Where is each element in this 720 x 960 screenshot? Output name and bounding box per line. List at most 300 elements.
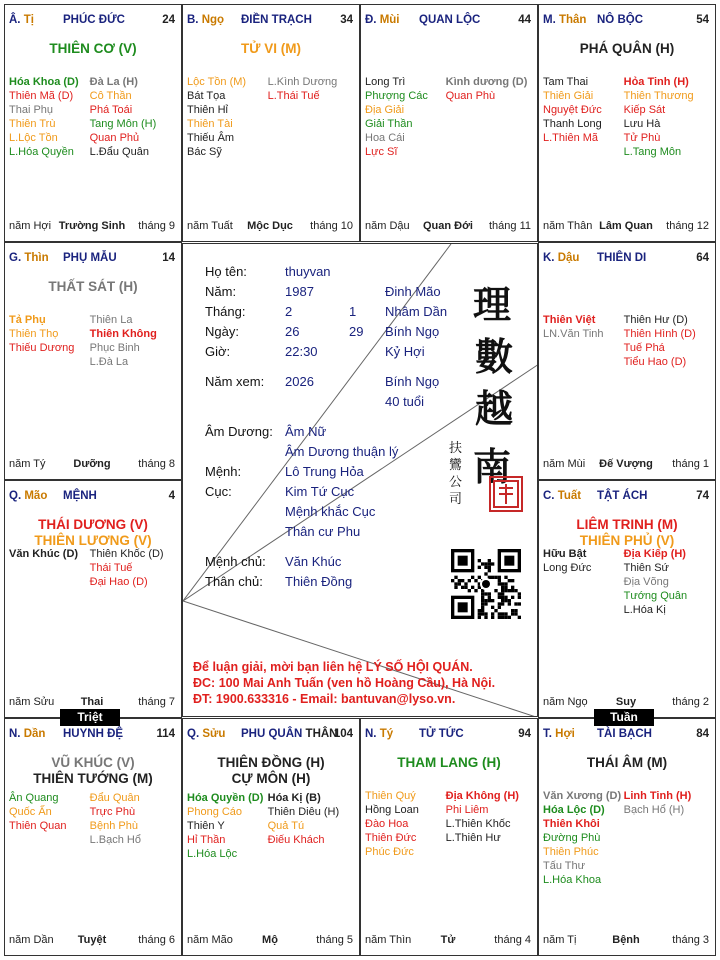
palace-house-name: MỆNH bbox=[63, 490, 97, 502]
luu-nien: năm Dậu bbox=[365, 220, 410, 232]
palace-dan bbox=[4, 718, 182, 956]
minor-star: Quốc Ấn bbox=[9, 806, 52, 818]
palace-than bbox=[538, 4, 716, 242]
palace-can: Â. bbox=[9, 14, 21, 26]
right-stars bbox=[446, 789, 530, 845]
palace-age: 14 bbox=[162, 252, 175, 264]
main-star: THIÊN ĐỒNG (H) bbox=[217, 755, 325, 770]
palace-house-name: HUYNH ĐỆ bbox=[63, 728, 124, 740]
minor-star: Địa Kiếp (H) bbox=[623, 548, 686, 560]
main-star: THẤT SÁT (H) bbox=[48, 279, 138, 294]
left-stars bbox=[365, 789, 449, 859]
minor-star: Ân Quang bbox=[9, 792, 59, 804]
palace-mao bbox=[4, 480, 182, 718]
truong-sinh: Suy bbox=[615, 696, 637, 708]
palace-footer bbox=[543, 220, 709, 233]
palace-house-name: TÀI BẠCH bbox=[597, 728, 652, 740]
minor-star: L.Đà La bbox=[89, 356, 129, 368]
palace-can: Đ. bbox=[365, 14, 377, 26]
luu-nien: năm Tuất bbox=[187, 220, 233, 232]
palace-house bbox=[241, 728, 338, 740]
contact-line-1: Để luận giải, mời bạn liên hệ LÝ SỐ HỘI QUÁN. bbox=[193, 660, 473, 674]
left-stars bbox=[9, 791, 93, 833]
minor-star: Đà La (H) bbox=[89, 76, 138, 88]
main-star: THIÊN CƠ (V) bbox=[49, 41, 137, 56]
palace-branch: Ngọ bbox=[201, 14, 225, 26]
minor-star: Hữu Bật bbox=[543, 548, 587, 560]
minor-star: Thanh Long bbox=[543, 118, 602, 130]
minor-star: Tang Môn (H) bbox=[89, 118, 157, 130]
minor-star: Lộc Tồn (M) bbox=[187, 76, 247, 88]
contact-line-2: ĐC: 100 Mai Anh Tuấn (ven hồ Hoàng Cầu), Hà Nội. bbox=[193, 676, 496, 690]
main-star: THÁI ÂM (M) bbox=[586, 755, 668, 770]
right-stars bbox=[624, 313, 708, 369]
minor-star: Đường Phù bbox=[543, 832, 601, 844]
left-stars bbox=[543, 789, 627, 887]
palace-branch: Thìn bbox=[24, 252, 49, 264]
palace-can: M. bbox=[543, 14, 556, 26]
minor-star: Thai Phụ bbox=[9, 104, 54, 116]
minor-star: Phi Liêm bbox=[445, 804, 489, 816]
right-stars bbox=[90, 313, 174, 369]
palace-ngo bbox=[182, 4, 360, 242]
palace-branch: Thân bbox=[558, 14, 587, 26]
luu-nien: năm Hợi bbox=[9, 220, 52, 232]
palace-branch: Tuất bbox=[557, 490, 582, 502]
nam-xem-value: 2026 bbox=[285, 374, 314, 389]
palace-can: T. bbox=[543, 728, 552, 740]
minor-star: Long Đức bbox=[543, 562, 592, 574]
minor-star: Thiên Đức bbox=[365, 832, 417, 844]
left-stars bbox=[543, 313, 627, 341]
palace-house-name: QUAN LỘC bbox=[419, 14, 481, 26]
minor-star: L.Thiên Khốc bbox=[445, 818, 511, 830]
palace-age: 64 bbox=[696, 252, 709, 264]
minor-star: L.Hóa Lộc bbox=[187, 848, 238, 860]
luu-nien: năm Ngọ bbox=[543, 696, 588, 708]
truong-sinh: Mộc Dục bbox=[247, 220, 293, 232]
calligraphy-char-2: 數 bbox=[475, 334, 514, 379]
minor-star: L.Thái Tuế bbox=[267, 90, 320, 102]
minor-star: Bác Sỹ bbox=[187, 146, 222, 158]
minor-star: Thiên Khôi bbox=[543, 818, 600, 830]
palace-house-name: PHU QUÂN bbox=[241, 728, 303, 740]
minor-star: Địa Võng bbox=[623, 576, 669, 588]
palace-mui bbox=[360, 4, 538, 242]
palace-house-name: PHỤ MẪU bbox=[63, 252, 117, 264]
thang-label: Tháng: bbox=[205, 304, 246, 319]
minor-star: Đẩu Quân bbox=[89, 792, 140, 804]
palace-header bbox=[543, 490, 709, 504]
nam-xem-can-chi: Bính Ngọ bbox=[385, 374, 440, 389]
thang-am: 1 bbox=[349, 304, 357, 319]
palace-footer bbox=[365, 220, 531, 233]
palace-age: 24 bbox=[162, 14, 175, 26]
luu-nien: năm Thân bbox=[543, 220, 593, 232]
palace-house-name: THIÊN DI bbox=[597, 252, 647, 264]
main-star: THIÊN TƯỚNG (M) bbox=[33, 771, 153, 786]
minor-star: Phong Cáo bbox=[187, 806, 243, 818]
right-stars bbox=[90, 791, 174, 847]
menh-chu-label: Mệnh chủ: bbox=[205, 554, 266, 569]
palace-house bbox=[241, 14, 312, 26]
palace-header bbox=[543, 252, 709, 266]
right-stars bbox=[624, 547, 708, 617]
palace-branch: Tý bbox=[379, 728, 394, 740]
main-star: THAM LANG (H) bbox=[397, 755, 501, 770]
minor-star: Kiếp Sát bbox=[623, 104, 666, 116]
minor-star: Thiên Thương bbox=[623, 90, 694, 102]
palace-footer bbox=[187, 934, 353, 947]
luu-nguyet: tháng 11 bbox=[488, 220, 531, 232]
palace-footer bbox=[9, 696, 175, 709]
palace-house-name: NÔ BỘC bbox=[597, 14, 643, 26]
left-stars bbox=[187, 791, 271, 861]
minor-star: Địa Không (H) bbox=[445, 790, 519, 802]
palace-header bbox=[9, 490, 175, 504]
minor-star: Tuế Phá bbox=[623, 342, 665, 354]
truong-sinh: Thai bbox=[80, 696, 104, 708]
palace-ty bbox=[360, 718, 538, 956]
minor-star: Linh Tinh (H) bbox=[623, 790, 692, 802]
palace-age: 104 bbox=[333, 728, 353, 740]
truong-sinh: Tuyệt bbox=[77, 934, 107, 946]
minor-star: Giải Thần bbox=[365, 118, 413, 130]
truong-sinh: Đế Vượng bbox=[599, 458, 653, 470]
palace-can: G. bbox=[9, 252, 22, 264]
minor-star: Quả Tú bbox=[267, 820, 305, 832]
minor-star: Thiên La bbox=[89, 314, 133, 326]
palace-suu bbox=[182, 718, 360, 956]
luu-nguyet: tháng 2 bbox=[672, 696, 709, 708]
minor-star: Nguyệt Đức bbox=[543, 104, 602, 116]
nam-label: Năm: bbox=[205, 284, 237, 299]
palace-header bbox=[9, 14, 175, 28]
luu-nguyet: tháng 4 bbox=[494, 934, 531, 946]
palace-house bbox=[63, 252, 117, 264]
minor-star: L.Lộc Tồn bbox=[9, 132, 58, 144]
luu-nguyet: tháng 1 bbox=[672, 458, 709, 470]
minor-star: Quan Phù bbox=[445, 90, 496, 102]
palace-header bbox=[9, 728, 175, 742]
palace-age: 4 bbox=[168, 490, 175, 502]
palace-house bbox=[419, 728, 464, 740]
palace-can: N. bbox=[9, 728, 21, 740]
left-stars bbox=[365, 75, 449, 159]
palace-header bbox=[187, 728, 353, 742]
palace-footer bbox=[9, 458, 175, 471]
minor-star: Tam Thai bbox=[543, 76, 589, 88]
minor-star: Tướng Quân bbox=[623, 590, 688, 602]
minor-star: Thiên Sứ bbox=[623, 562, 669, 574]
minor-star: Văn Xương (D) bbox=[543, 790, 622, 802]
palace-tuat bbox=[538, 480, 716, 718]
gio-value: 22:30 bbox=[285, 344, 318, 359]
right-stars bbox=[624, 789, 708, 817]
left-stars bbox=[9, 313, 93, 355]
minor-star: Trực Phù bbox=[89, 806, 136, 818]
luu-nien: năm Tị bbox=[543, 934, 577, 946]
luu-nguyet: tháng 6 bbox=[138, 934, 175, 946]
truong-sinh: Mộ bbox=[262, 934, 278, 946]
palace-house bbox=[63, 14, 125, 26]
luu-nguyet: tháng 8 bbox=[138, 458, 175, 470]
minor-star: L.Bạch Hổ bbox=[89, 834, 141, 846]
info-block bbox=[205, 264, 465, 604]
minor-star: Thiên Giải bbox=[543, 90, 594, 102]
palace-header bbox=[543, 14, 709, 28]
minor-star: Thiên Y bbox=[187, 820, 225, 832]
luu-nguyet: tháng 5 bbox=[316, 934, 353, 946]
cuc-label: Cục: bbox=[205, 484, 232, 499]
menh-label: Mệnh: bbox=[205, 464, 242, 479]
luu-nien: năm Sửu bbox=[9, 696, 55, 708]
minor-star: Hóa Lộc (D) bbox=[543, 804, 605, 816]
minor-star: Thiên Quý bbox=[365, 790, 416, 802]
am-duong-value: Âm Nữ bbox=[285, 424, 327, 439]
minor-star: Tử Phù bbox=[623, 132, 661, 144]
minor-star: Lưu Hà bbox=[623, 118, 661, 130]
palace-house-name: TẬT ÁCH bbox=[597, 490, 648, 502]
minor-star: L.Thiên Mã bbox=[543, 132, 599, 144]
main-star: CỰ MÔN (H) bbox=[231, 771, 311, 786]
minor-star: L.Kình Dương bbox=[267, 76, 338, 88]
right-stars bbox=[624, 75, 708, 159]
minor-star: Điếu Khách bbox=[267, 834, 325, 846]
palace-footer bbox=[543, 934, 709, 947]
main-star: THIÊN PHỦ (V) bbox=[579, 533, 675, 548]
minor-star: Thiên Trù bbox=[9, 118, 56, 130]
luu-nien: năm Mão bbox=[187, 934, 233, 946]
palace-branch: Tị bbox=[23, 14, 34, 26]
main-star: THIÊN LƯƠNG (V) bbox=[34, 533, 152, 548]
main-star: VŨ KHÚC (V) bbox=[51, 755, 135, 770]
minor-star: Phượng Các bbox=[365, 90, 428, 102]
than-cu-note: Thân cư Phu bbox=[285, 524, 361, 539]
palace-header bbox=[543, 728, 709, 742]
palace-branch: Hợi bbox=[555, 728, 575, 740]
nam-can-chi: Đinh Mão bbox=[385, 284, 441, 299]
minor-star: Thái Tuế bbox=[89, 562, 133, 574]
cuc-note: Mệnh khắc Cục bbox=[285, 504, 376, 519]
palace-header bbox=[365, 728, 531, 742]
truong-sinh: Trường Sinh bbox=[58, 220, 126, 232]
palace-age: 114 bbox=[156, 728, 175, 740]
minor-star: Thiếu Âm bbox=[187, 132, 235, 144]
minor-star: LN.Văn Tinh bbox=[543, 328, 604, 340]
calligraphy-char-4: 南 bbox=[473, 444, 512, 489]
palace-age: 94 bbox=[518, 728, 531, 740]
minor-star: Hóa Khoa (D) bbox=[9, 76, 79, 88]
palace-house bbox=[597, 252, 646, 264]
palace-can: Q. bbox=[187, 728, 200, 740]
minor-star: Hóa Kị (B) bbox=[267, 792, 321, 804]
palace-footer bbox=[9, 220, 175, 233]
minor-star: Phá Toái bbox=[89, 104, 133, 116]
main-star: THÁI DƯƠNG (V) bbox=[38, 517, 148, 532]
truong-sinh: Dưỡng bbox=[73, 458, 111, 470]
minor-star: L.Đẩu Quân bbox=[89, 146, 149, 158]
right-stars bbox=[268, 791, 352, 847]
minor-star: L.Tang Môn bbox=[623, 146, 682, 158]
tuoi-value: 40 tuổi bbox=[385, 394, 425, 409]
calligraphy-char-1: 理 bbox=[473, 282, 512, 327]
luu-nien: năm Dần bbox=[9, 934, 54, 946]
palace-age: 74 bbox=[696, 490, 709, 502]
than-cu-marker: THÂN bbox=[305, 728, 338, 740]
palace-branch: Mùi bbox=[379, 14, 400, 26]
minor-star: L.Thiên Hư bbox=[445, 832, 501, 844]
minor-star: Thiên Diêu (H) bbox=[267, 806, 340, 818]
center-info-panel bbox=[182, 243, 538, 717]
triet-marker: Triệt bbox=[60, 709, 120, 726]
palace-can: K. bbox=[543, 252, 555, 264]
luu-nguyet: tháng 9 bbox=[138, 220, 175, 232]
minor-star: Hoa Cái bbox=[365, 132, 405, 144]
ho-ten-label: Họ tên: bbox=[205, 264, 247, 279]
palace-hoi bbox=[538, 718, 716, 956]
minor-star: Phục Binh bbox=[89, 342, 140, 354]
luu-nguyet: tháng 12 bbox=[666, 220, 709, 232]
minor-star: Lực Sĩ bbox=[365, 146, 398, 158]
right-stars bbox=[90, 547, 174, 589]
contact-line-3: ĐT: 1900.633316 - Email: bantuvan@lyso.vn. bbox=[193, 692, 456, 706]
left-stars bbox=[187, 75, 271, 159]
palace-footer bbox=[543, 458, 709, 471]
am-duong-note: Âm Dương thuận lý bbox=[285, 444, 399, 459]
palace-branch: Sửu bbox=[202, 728, 226, 740]
minor-star: Thiên Mã (D) bbox=[9, 90, 74, 102]
red-seal-stamp bbox=[489, 476, 523, 512]
minor-star: Long Trì bbox=[365, 76, 406, 88]
palace-age: 54 bbox=[696, 14, 709, 26]
minor-star: L.Hóa Quyền bbox=[9, 146, 74, 158]
palace-dau bbox=[538, 242, 716, 480]
minor-star: Hóa Quyền (D) bbox=[187, 792, 264, 804]
minor-star: Thiên Hỉ bbox=[187, 104, 228, 116]
palace-house-name: TỬ TỨC bbox=[419, 728, 464, 740]
palace-house bbox=[597, 490, 647, 502]
ngay-am: 29 bbox=[349, 324, 364, 339]
ngay-label: Ngày: bbox=[205, 324, 239, 339]
palace-footer bbox=[9, 934, 175, 947]
palace-can: B. bbox=[187, 14, 199, 26]
palace-footer bbox=[365, 934, 531, 947]
minor-star: Văn Khúc (D) bbox=[9, 548, 79, 560]
than-chu-label: Thân chủ: bbox=[205, 574, 263, 589]
luu-nguyet: tháng 7 bbox=[138, 696, 175, 708]
luu-nien: năm Tý bbox=[9, 458, 46, 470]
left-stars bbox=[9, 547, 93, 561]
truong-sinh: Tử bbox=[440, 934, 456, 946]
minor-star: Đại Hao (D) bbox=[89, 576, 148, 588]
minor-star: Tiểu Hao (D) bbox=[623, 356, 687, 368]
minor-star: Cô Thần bbox=[89, 90, 132, 102]
truong-sinh: Quan Đới bbox=[423, 220, 473, 232]
palace-header bbox=[187, 14, 353, 28]
minor-star: Địa Giải bbox=[365, 104, 405, 116]
palace-branch: Dần bbox=[23, 728, 46, 740]
right-stars bbox=[268, 75, 352, 103]
minor-star: Quan Phủ bbox=[89, 132, 140, 144]
minor-star: Bát Tọa bbox=[187, 90, 226, 102]
gio-label: Giờ: bbox=[205, 344, 231, 359]
palace-can: N. bbox=[365, 728, 377, 740]
nam-value: 1987 bbox=[285, 284, 314, 299]
palace-branch: Mão bbox=[24, 490, 48, 502]
minor-star: Đào Hoa bbox=[365, 818, 409, 830]
palace-house-name: ĐIỀN TRẠCH bbox=[241, 14, 312, 26]
minor-star: Bệnh Phù bbox=[89, 820, 138, 832]
minor-star: Hồng Loan bbox=[365, 804, 419, 816]
palace-thin bbox=[4, 242, 182, 480]
minor-star: Thiên Không bbox=[89, 328, 157, 340]
minor-star: Kình dương (D) bbox=[445, 76, 528, 88]
minor-star: Thiếu Dương bbox=[9, 342, 75, 354]
ho-ten-value: thuyvan bbox=[285, 264, 331, 279]
qr-code bbox=[451, 549, 521, 619]
minor-star: L.Hóa Khoa bbox=[543, 874, 602, 886]
minor-star: Thiên Khốc (D) bbox=[89, 548, 164, 560]
right-stars bbox=[446, 75, 530, 103]
minor-star: Thiên Việt bbox=[543, 314, 596, 326]
luu-nien: năm Mùi bbox=[543, 458, 586, 470]
main-star: LIÊM TRINH (M) bbox=[576, 517, 678, 532]
thang-can-chi: Nhâm Dần bbox=[385, 304, 448, 319]
truong-sinh: Bệnh bbox=[612, 934, 640, 946]
right-stars bbox=[90, 75, 174, 159]
minor-star: Thiên Thọ bbox=[9, 328, 59, 340]
menh-value: Lô Trung Hỏa bbox=[285, 464, 364, 479]
cuc-value: Kim Tứ Cục bbox=[285, 484, 355, 499]
minor-star: Hỏa Tinh (H) bbox=[623, 76, 689, 88]
truong-sinh: Lâm Quan bbox=[599, 220, 653, 232]
nam-xem-label: Năm xem: bbox=[205, 374, 265, 389]
luu-nguyet: tháng 10 bbox=[310, 220, 353, 232]
calligraphy-seal-text: 扶鸞公司 bbox=[449, 441, 463, 507]
palace-header bbox=[365, 14, 531, 28]
ngay-can-chi: Bính Ngọ bbox=[385, 324, 440, 339]
minor-star: Hỉ Thần bbox=[187, 834, 226, 846]
palace-house bbox=[597, 14, 643, 26]
main-star: TỬ VI (M) bbox=[241, 41, 301, 56]
ngay-value: 26 bbox=[285, 324, 300, 339]
minor-star: L.Hóa Kị bbox=[623, 604, 666, 616]
palace-footer bbox=[543, 696, 709, 709]
tuan-marker: Tuần bbox=[594, 709, 654, 726]
palace-footer bbox=[187, 220, 353, 233]
main-star: PHÁ QUÂN (H) bbox=[579, 41, 675, 56]
palace-can: Q. bbox=[9, 490, 22, 502]
palace-branch: Dậu bbox=[557, 252, 580, 264]
than-chu-value: Thiên Đồng bbox=[285, 574, 353, 589]
minor-star: Phúc Đức bbox=[365, 846, 414, 858]
palace-house bbox=[63, 728, 123, 740]
palace-house bbox=[597, 728, 652, 740]
calligraphy-char-3: 越 bbox=[475, 386, 514, 431]
minor-star: Thiên Tài bbox=[187, 118, 233, 130]
palace-header bbox=[9, 252, 175, 266]
left-stars bbox=[9, 75, 93, 159]
am-duong-label: Âm Dương: bbox=[205, 424, 273, 439]
palace-house-name: PHÚC ĐỨC bbox=[63, 14, 125, 26]
luu-nguyet: tháng 3 bbox=[672, 934, 709, 946]
gio-can-chi: Kỷ Hợi bbox=[385, 344, 425, 359]
palace-can: C. bbox=[543, 490, 555, 502]
minor-star: Thiên Quan bbox=[9, 820, 67, 832]
palace-house bbox=[419, 14, 480, 26]
minor-star: Thiên Phúc bbox=[543, 846, 599, 858]
